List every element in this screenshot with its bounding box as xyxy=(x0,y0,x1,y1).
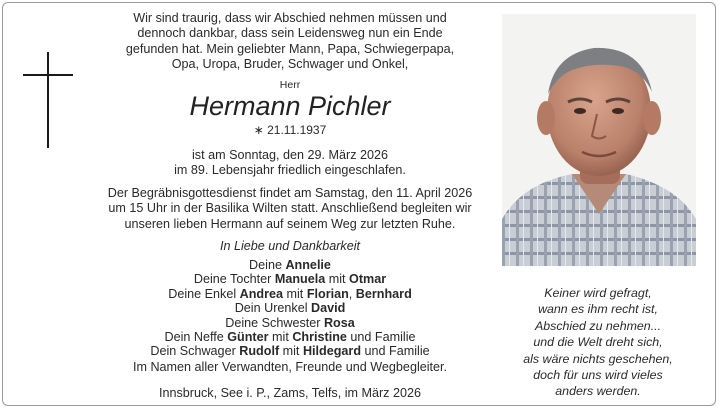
funeral-text xyxy=(100,186,480,232)
family-member-name: Manuela xyxy=(274,272,326,287)
family-line-text: Deine Enkel xyxy=(168,286,240,301)
family-line-text: mit xyxy=(279,344,303,359)
family-line-text: Dein Urenkel xyxy=(234,301,311,316)
cross-vertical-bar xyxy=(47,52,49,148)
funeral-line: Der Begräbnisgottesdienst findet am Samstag, den 11. April 2026 xyxy=(107,186,473,200)
poem-line: als wäre nichts geschehen, xyxy=(523,351,673,366)
family-line-text: Dein Neffe xyxy=(164,330,228,345)
family-line xyxy=(100,287,480,301)
family-line-text: Deine Schwester xyxy=(225,315,324,330)
family-line xyxy=(100,316,480,330)
family-line-text: Dein Schwager xyxy=(150,344,240,359)
family-line-text: mit xyxy=(268,330,293,345)
poem-line: doch für uns wird vieles xyxy=(533,368,663,383)
poem-line: Keiner wird gefragt, xyxy=(544,286,652,300)
intro-line: Wir sind traurig, dass wir Abschied nehmen müssen und xyxy=(133,11,447,25)
poem-line: anders werden. xyxy=(555,384,641,399)
family-member-name: Bernhard xyxy=(355,286,412,301)
family-line-text: , xyxy=(348,286,356,301)
poem-line: und die Welt dreht sich, xyxy=(533,335,663,350)
family-member-name: Annelie xyxy=(285,258,331,272)
poem-line: wann es ihm recht ist, xyxy=(538,302,658,317)
family-line xyxy=(100,258,480,272)
death-line: ist am Sonntag, den 29. März 2026 xyxy=(191,148,389,162)
family-member-name: Christine xyxy=(292,330,347,345)
family-member-name: Rudolf xyxy=(239,344,280,359)
place-date: Innsbruck, See i. P., Zams, Telfs, im März 2026 xyxy=(158,386,421,400)
family-line-text: Deine xyxy=(249,258,286,272)
family-member-name: Hildegard xyxy=(302,344,362,359)
death-text xyxy=(100,148,480,179)
family-list xyxy=(100,258,480,359)
family-line xyxy=(100,330,480,344)
family-line-text: und Familie xyxy=(346,330,416,345)
birth-date: ∗ 21.11.1937 xyxy=(253,123,327,137)
family-line-text: Deine Tochter xyxy=(193,272,275,287)
poem xyxy=(498,285,698,400)
family-line-text: und Familie xyxy=(361,344,430,359)
poem-line: Abschied zu nehmen... xyxy=(534,318,662,333)
salutation: Herr xyxy=(279,79,301,91)
intro-line: dennoch dankbar, dass sein Leidensweg nun ein Ende xyxy=(137,26,443,41)
thanks-line: Im Namen aller Verwandten, Freunde und Wegbegleiter. xyxy=(132,360,448,374)
family-member-name: Andrea xyxy=(239,286,284,301)
family-line-text: mit xyxy=(283,286,307,301)
love-line: In Liebe und Dankbarkeit xyxy=(219,239,361,253)
funeral-line: unseren lieben Hermann auf seinem Weg zur letzten Ruhe. xyxy=(124,216,456,231)
family-line xyxy=(100,301,480,315)
family-line-text: mit xyxy=(325,272,350,287)
intro-text xyxy=(100,11,480,73)
intro-line: gefunden hat. Mein geliebter Mann, Papa, Schwiegerpapa, xyxy=(125,41,455,56)
portrait-photo xyxy=(502,14,696,266)
family-line xyxy=(100,272,480,286)
funeral-line: um 15 Uhr in der Basilika Wilten statt. Anschließend begleiten wir xyxy=(108,201,472,216)
family-line xyxy=(100,344,480,358)
deceased-name: Hermann Pichler xyxy=(189,91,391,121)
family-member-name: David xyxy=(311,301,346,316)
family-member-name: Florian xyxy=(306,286,349,301)
intro-line: Opa, Uropa, Bruder, Schwager und Onkel, xyxy=(171,57,409,72)
family-member-name: Otmar xyxy=(349,272,387,287)
family-member-name: Rosa xyxy=(323,315,355,330)
family-member-name: Günter xyxy=(227,330,269,345)
cross-horizontal-bar xyxy=(23,74,73,76)
death-line: im 89. Lebensjahr friedlich eingeschlafen. xyxy=(174,163,406,178)
